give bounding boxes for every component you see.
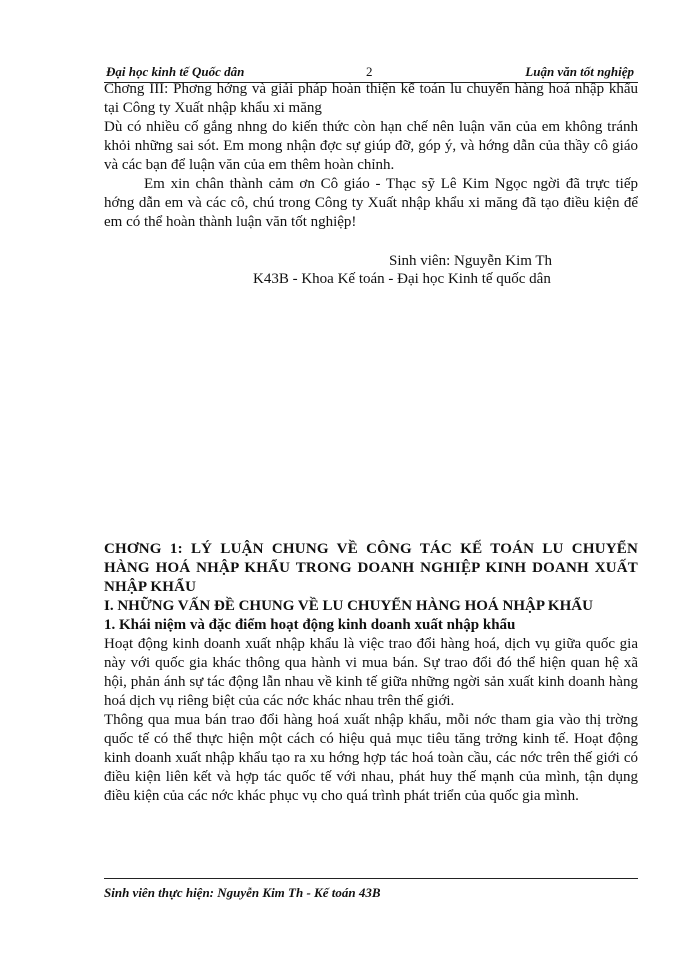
chapter-1 <box>104 540 638 806</box>
intro-paragraph-chapter3: Chơng III: Phơng hớng và giải pháp hoàn thiện kế toán lu chuyển hàng hoá nhập khẩu tại Công ty Xuất nhập khẩu xi măng <box>104 81 638 116</box>
intro-paragraph-apology: Dù có nhiều cố gắng nhng do kiến thức còn hạn chế nên luận văn của em không tránh khỏi những sai sót. Em mong nhận đợc sự giúp đỡ, góp ý, và hớng dẫn của thầy cô giáo và các bạn để luận văn của em thêm hoàn chỉnh. <box>104 119 638 173</box>
signature-class: K43B - Khoa Kế toán - Đại học Kinh tế quốc dân <box>253 271 551 287</box>
header-university: Đại học kinh tế Quốc dân <box>106 64 245 79</box>
header-thesis-label: Luận văn tốt nghiệp <box>525 64 634 79</box>
page-number: 2 <box>366 64 373 79</box>
chapter-paragraph: Thông qua mua bán trao đổi hàng hoá xuất nhập khẩu, mỗi nớc tham gia vào thị trờng quốc tế có thể thực hiện một cách có hiệu quả mục tiêu tăng trởng kinh tế. Hoạt động kinh doanh xuất nhập khẩu tạo ra xu hớng hợp tác hoá toàn cầu, các nớc trên thế giới có điều kiện liên kết và hợp tác quốc tế với nhau, phát huy thế mạnh của mình, tận dụng điều kiện của các nớc khác phục vụ cho quá trình phát triển của quốc gia mình. <box>104 712 638 804</box>
intro-paragraph-thanks: Em xin chân thành cảm ơn Cô giáo - Thạc sỹ Lê Kim Ngọc ngời đã trực tiếp hớng dẫn em và các cô, chú trong Công ty Xuất nhập khẩu xi măng đã tạo điều kiện để em có thể hoàn thành luận văn tốt nghiệp! <box>104 176 638 230</box>
subsection-title: 1. Khái niệm và đặc điểm hoạt động kinh doanh xuất nhập khẩu <box>104 617 516 633</box>
page-footer: Sinh viên thực hiện: Nguyễn Kim Th - Kế toán 43B <box>104 878 638 901</box>
chapter-title: CHƠNG 1: LÝ LUẬN CHUNG VỀ CÔNG TÁC KẾ TOÁN LU CHUYỂN HÀNG HOÁ NHẬP KHẨU TRONG DOANH NGHIỆP KINH DOANH XUẤT NHẬP KHẨU <box>104 541 638 595</box>
section-title: I. NHỮNG VẤN ĐỀ CHUNG VỀ LU CHUYỂN HÀNG HOÁ NHẬP KHẨU <box>104 598 593 614</box>
chapter-paragraph: Hoạt động kinh doanh xuất nhập khẩu là việc trao đổi hàng hoá, dịch vụ giữa quốc gia này với quốc gia khác thông qua hành vi mua bán. Sự trao đổi đó thể hiện quan hệ xã hội, phản ánh sự tác động lẫn nhau về kinh tế giữa những ngời sản xuất kinh doanh hàng hoá dịch vụ riêng biệt của các nớc khác nhau trên thế giới. <box>104 636 638 709</box>
signature-student: Sinh viên: Nguyễn Kim Th <box>389 253 553 269</box>
intro-text <box>104 80 638 232</box>
